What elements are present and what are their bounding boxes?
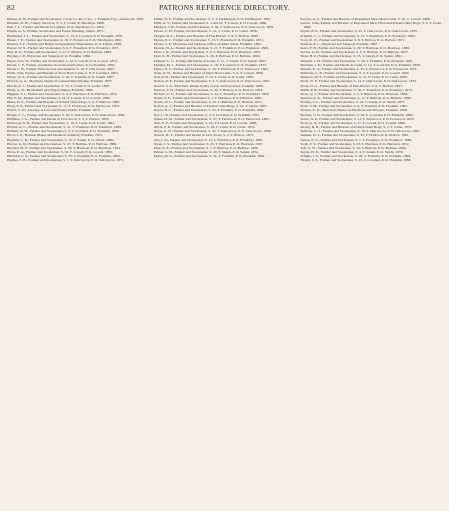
directory-entry: Hazen, C. F., Farmer and Dealer in Grain and Produce, P. O. Franklin. 1862. [7, 62, 116, 67]
directory-entry: Haines, O. H., Farmer and Stockraiser, 2 Lots Co. Rt. 2, Sec. 1, Franklin Twp., Glenwood. 1876. [7, 17, 145, 21]
directory-entry: Oliver, F. P., Farmer and Stockraiser, S. 19, T. Cedar, P. O. Cedar. 1870. [153, 125, 256, 130]
directory-entry: Parker, M. A., Farmer and Stockraiser, S. 31, T. Franklin, P. O. Franklin. 1862. [153, 154, 266, 159]
directory-entry: Sawyer, A. C., Farmer and Breeder of Registered Short Horn Cattle, S. 10, T. Lowell. 1868. [300, 17, 431, 21]
directory-entry: Hubbard, C. S., Farmer and Stockraiser, S. 35, T. Franklin, P. O. Franklin. 1860. [7, 154, 121, 159]
directory-entry: Howard, M. F., Farmer and Stockraiser, S. 20, T. Harrison, P. O. Harrison. 1874. [7, 145, 121, 150]
directory-entry: Norton, A. J., Farmer and Breeder of Poland China Hogs, S. 16, T. Salem. 1865. [153, 104, 268, 109]
directory-entry: Simmons, L. B., Farmer and Stockraiser, S. 5, T. Lowell, P. O. Lowell. 1860. [300, 71, 410, 76]
page-number: 82 [7, 3, 16, 12]
directory-entry: Olson, G. N., Farmer and Stockraiser, S. 34, T. Oak Grove, P. O. Oak Grove. 1866. [153, 129, 272, 134]
directory-entry: Hughes, T. B., Farmer and Stockraiser, S. 7, T. Oak Grove, P. O. Oak Grove. 1871. [7, 158, 125, 163]
directory-entry: Sexton, G. R., Farmer and Stockraiser, S. 3, T. Bellvue, P. O. Bellvue. 1873. [300, 50, 409, 55]
directory-entry: Neal, P. D., Farmer and Stockraiser, S. 24, T. Cedar, P. O. Cedar. 1870. [153, 75, 254, 80]
directory-entry: Sumner, D. T., Farmer and Stockraiser, S. 32, T. Hollow, P. O. Hollow. 1861. [300, 133, 410, 138]
directory-entry: Stevens, V. O., Farmer and Stockraiser, S. 33, T. Lowland, P. O. Franklin. 1862. [300, 112, 414, 117]
directory-entry: Hayden, J. P., Physician and Surgeon, P. O. Franklin. 1866. [7, 54, 91, 59]
directory-entry: Shepard, I. M., Farmer and Stockraiser, S. 26, T. Franklin, P. O. Franklin. 1865. [300, 58, 414, 63]
directory-entry: Strong, B. R., Farmer and Breeder of Poland China Hogs, S. 2, T. Cedar. 1873. [300, 125, 413, 130]
directory-entry: Moss, J. R., Farmer and Stockraiser, S. 3, T. Harrison, P. O. Harrison. 1872. [153, 50, 261, 55]
directory-column-3 [300, 17, 442, 509]
directory-entry: Swift, F. V., Farmer and Stockraiser, S. 23, T. Harrison, P. O. Harrison. 1872. [300, 141, 410, 146]
directory-entry: Scott, D. W., Farmer and Stockraiser, S. 8, T. Hollow, P. O. Hollow. 1871. [300, 37, 406, 42]
directory-entry: Osborn, H. T., Farmer and Dealer in Live Stock, S. 2, T. Hollow. 1873. [153, 133, 255, 138]
directory-entry: Horton, G. D., Farmer and Stockraiser, S. 27, T. Bellvue, P. O. Bellvue. 1869. [7, 141, 118, 146]
directory-entry: Hoag, E. P., Farmer and Stockraiser, S. 17, T. Fernwood, P. O. Fernwood. 1873. [7, 104, 121, 109]
directory-entry: Sears, F. H., Farmer and Stockraiser, S. 29, T. Harrison, P. O. Harrison. 1869. [300, 46, 410, 51]
directory-entry: Hamm, A. S., Farmer, Stockraiser and Estate Planning, Salina. 1871. [7, 29, 105, 34]
directory-entry: Taft, G. W., Farmer and Stockraiser, S. 16, T. Bellvue, P. O. Bellvue. 1864. [300, 145, 407, 150]
directory-entry: Harper, W. S., Farmer and Stockraiser, S. 9, T. Frankfort, P. O. Frankfort. 1871. [7, 46, 120, 51]
directory-entry: Hoffman, J. G., Farmer and Dealer in Live Stock, S. 5, T. Hollow. 1870. [7, 116, 110, 121]
directory-entry: Oakes, D. M., Farmer and Stockraiser, S. 27, T. Fernwood, P. O. Fernwood. 1863. [153, 116, 270, 121]
directory-entry: Holden, A. C., Farmer and Stockraiser, S. 31, T. Frankfort, P. O. Frankfort. 1868. [7, 125, 122, 130]
directory-entry: Moore, C. H., Farmer and Stockraiser, S. 12, T. Cedar, P. O. Cedar. 1858. [153, 29, 258, 34]
directory-entry: Nye, C. R., Farmer and Stockraiser, S. 6, T. Lowland, P. O. Franklin. 1872. [153, 112, 260, 117]
directory-entry: Mitchell, J. W., Farmer and Stockraiser, S. 30, T. Oak Grove, P. O. Oak Grove. 1870. [153, 25, 275, 30]
directory-entry: Sloan, O. G., Farmer and Breeder of Fine Horses, S. 9, T. Hollow. 1867. [300, 83, 403, 88]
directory-entry: Haldane, R. W., County Surveyor, S. 3, T. Cedar, B. Brooklyn. 1868. [7, 21, 105, 26]
directory-column-1 [7, 17, 149, 509]
directory-entry: Hines, D. S., Farmer and Breeder of Poland China Hogs, S. 6, T. Bellvue. 1867. [7, 100, 121, 105]
directory-entry: Palmer, L. H., Farmer and Stockraiser, S. 20, T. Salem, P. O. Salem. 1874. [153, 150, 259, 154]
directory-entry: Hanks, J. E., Farmer and Stockraiser, S. 19, T. Fernwood, P. O. Winchester. 1861. [7, 37, 123, 42]
directory-entry: Mills, A. S., Farmer and Stockraiser, S. 4 and 10, T. Lowell, P. O. Lowell. 1866. [153, 21, 268, 26]
directory-entry: Miller, W. F., Farmer and Stockraiser, S. 2, T. Farmington, P. O. Farmington. 1867. [153, 17, 272, 21]
directory-entry: Schmidt, C. J., Farmer and Stockraiser, S. 15, T. Frankfort, P. O. Frankfort. 1864. [300, 33, 416, 38]
directory-entry: Noyes, B. C., Farmer and Stockraiser, S. 23, T. Franklin, P. O. Franklin. 1869. [153, 108, 265, 113]
directory-entry: Stark, T. M., Farmer and Stockraiser, S. 6, T. Franklin, P. O. Franklin. 1865. [300, 104, 408, 109]
directory-entry: Hodge, C. L., Farmer and Stockraiser, S. 28, T. Oak Grove, P. O. Oak Grove. 1864. [7, 112, 126, 117]
directory-entry: Snow, Q. J., Farmer and Stockraiser, S. 1, T. Harrison, P. O. Harrison. 1863. [300, 91, 409, 96]
directory-entry: Noble, V. E., Farmer and Stockraiser, S. 1, T. Harrison, P. O. Harrison. 1867. [153, 95, 263, 100]
directory-entry: Morgan, D. L., Farmer and Breeder of Fine Horses, S. 8, T. Hollow. 1868. [153, 33, 259, 38]
directory-entry: Seaman, E. L., Physician and Surgeon, Franklin. 1867. [300, 41, 379, 46]
directory-entry: Hall, J. L., Farmer and Dealer in Lumber, Prop. Harrison's Co. 1852. [7, 25, 105, 30]
directory-entry: Murphy, M. J., Farmer and Stockraiser, S. 18, T. Lowland, P. O. Franklin. 1873. [153, 62, 267, 67]
directory-entry: Stearns, U. N., Merchant, Dealer in Hardware and Tinware, Franklin. 1868. [300, 108, 408, 113]
directory-entry: Munson, L. C., Farmer and Dealer in Grain, S. 11, T. Salem, P. O. Salem. 1867. [153, 58, 267, 63]
directory-entry: Henry, W. A., Farmer and Stockraiser, S. 26, T. Franklin, P. O. Salem. 1867. [7, 75, 115, 80]
directory-entry: Sayles, B. F., Farmer and Stockraiser, S. 22, T. Oak Grove, P. O. Oak Grove. 1870. [300, 29, 418, 34]
directory-entry: Slater, N. F., Farmer and Stockraiser, S. 14, T. Oak Grove, P. O. Oak Grove. 1870. [300, 79, 417, 84]
directory-entry: Hart, R. E., Farmer and Stockraiser, S. 11, T. Hollow, P. O. Bellvue. 1865. [7, 50, 112, 55]
directory-entry: Myers, N. S., Farmer and Stockraiser, S. 33, T. Fernwood, P. O. Fernwood. 1862. [153, 66, 269, 71]
directory-entry: Stout, A. Q., Farmer and Stockraiser, S. 27, T. Lowell, P. O. Lowell. 1866. [300, 120, 406, 125]
directory-entry: Hobbs, S. W., Attorney at Law and Notary Public, Franklin. 1875. [7, 108, 101, 113]
directory-entry: Nichols, U. G., Farmer and Stockraiser, S. 14, T. Frankfort, P. O. Frankfort. 1859. [153, 91, 270, 96]
directory-entry: Smith, P. H., Farmer and Stockraiser, S. 30, T. Frankfort, P. O. Frankfort. 1874. [300, 87, 413, 92]
directory-entry: Thayer, J. Z., Farmer and Stockraiser, S. 13, T. Lowland, P. O. Franklin. 1868. [300, 158, 412, 163]
directory-entry: Hayes, Geo. W., Farmer and Stockraiser, S. 12, T. Lowell, P. O. Lowell. 1872. [7, 58, 118, 63]
directory-entry: Stanley, S. L., Farmer and Stockraiser, S. 24, T. Salem, P. O. Salem. 1871. [300, 100, 406, 105]
directory-entry: Owen, J. S., Farmer and Stockraiser, S. 25, T. Harrison, P. O. Harrison. 1867. [153, 141, 264, 146]
directory-entry: Sutton, E. U., Farmer and Stockraiser, S. 7, T. Frankfort, P. O. Frankfort. 1869. [300, 137, 413, 142]
directory-entry: Hicks, A. W., Blacksmith and Wagon Maker, Franklin. 1869. [7, 87, 94, 92]
directory-entry: Hewitt, R. J., Farmer and Stockraiser, S. 33, T. Cedar, P. O. Cedar. 1858. [7, 83, 110, 88]
directory-entry: Morton, H. A., Farmer and Stockraiser, S. 21, T. Frankfort, P. O. Frankfort. 1869. [153, 46, 269, 51]
directory-entry: Olds, E. F., Farmer and Stockraiser, S. 10, T. Lowell, P. O. Lowell. 1868. [153, 120, 258, 125]
directory-entry: Hood, J. E., Harness Maker and Dealer in Saddlery, Franklin. 1872. [7, 133, 104, 138]
directory-entry: Newell, S. A., Merchant, Dealer in Dry Goods and Groceries, Franklin. 1868. [153, 83, 264, 88]
directory-columns [7, 17, 442, 509]
directory-entry: Norris, W. L., Farmer and Stockraiser, S. 32, T. Bellvue, P. O. Bellvue. 1871. [153, 100, 263, 105]
directory-entry: Spencer, R. K., Farmer and Stockraiser, S. 17, T. Bellvue, P. O. Bellvue. 1869. [300, 95, 412, 100]
directory-entry: Taylor, H. X., Farmer and Stockraiser, S. 4, T. Salem, P. O. Salem. 1870. [300, 150, 404, 154]
directory-entry: Higgins, T. J., Farmer and Stockraiser, S. 4, T. Harrison, P. O. Harrison. 1874. [7, 91, 118, 96]
directory-entry: Helm, John, Farmer and Breeder of Short Horn Cattle, S. 8, T. Lowland. 1863. [7, 71, 119, 76]
directory-entry: Simpson, M. E., Farmer and Stockraiser, S. 21, T. Cedar, P. O. Cedar. 1866. [300, 75, 408, 80]
directory-entry: Newton, T. H., Farmer and Stockraiser, S. 29, T. Hollow, P. O. Hollow. 1874. [153, 87, 263, 92]
directory-entry: Hammond, J. L., Farmer and Stockraiser, S. 14, T. Lowland, P. O. Franklin. 1870. [7, 33, 123, 38]
directory-entry: Shaw, H. P., Farmer and Stockraiser, S. 18, T. Salem, P. O. Salem. 1861. [300, 54, 403, 59]
directory-entry: Page, K. E., Farmer and Stockraiser, S. 7, T. Bellvue, P. O. Bellvue. 1869. [153, 145, 259, 150]
directory-entry: Nelson, R. F., Farmer and Stockraiser, S. 5, T. Oak Grove, P. O. Oak Grove. 1861. [153, 79, 271, 84]
directory-entry: Howe, E. A., Farmer and Stockraiser, S. 10, T. Lowell, P. O. Lowell. 1863. [7, 150, 113, 154]
directory-entry: Mott, K. B., Farmer and Stockraiser, S. 26, T. Bellvue, P. O. Bellvue. 1864. [153, 54, 261, 59]
directory-entry: Hopkins, L. R., Farmer and Stockraiser, S. 13, T. Salem, P. O. Salem. 1866. [7, 137, 115, 142]
directory-entry: Sullivan, C. S., Farmer and Stockraiser, S. 19, T. Oak Grove, P. O. Oak Grove. 1867. [300, 129, 421, 134]
directory-entry: Temple, I. Y., Farmer and Stockraiser, S. 28, T. Franklin, P. O. Franklin. 1866. [300, 154, 411, 159]
directory-entry: Hill, F. M., Farmer and Stockraiser, S. 22, T. Lowell, P. O. Lowell. 1866. [7, 95, 111, 100]
directory-entry: Morse, G. P., Physician and Surgeon, Office on Main Street, Franklin. 1865. [153, 41, 262, 46]
directory-entry: Otis, I. W., Farmer and Stockraiser, S. 13, T. Frankfort, P. O. Frankfort. 1861. [153, 137, 264, 142]
directory-entry: Nash, O. W., Farmer and Breeder of Short Horn Cattle, S. 9, T. Lowell. 1866. [153, 71, 264, 76]
page-title: PATRONS REFERENCE DIRECTORY. [159, 3, 290, 12]
directory-entry: Herrick, G. A., Merchant, Dealer in General Merchandise, Franklin. 1870. [7, 79, 113, 84]
directory-entry: Stone, W. P., Farmer and Stockraiser, S. 11, T. Fernwood, P. O. Fernwood. 1870. [300, 116, 415, 121]
directory-entry: Morris, E. J., Farmer and Stockraiser, S. 15, T. Franklin, P. O. Franklin. 1871. [153, 37, 264, 42]
directory-entry: Holbrook, N. B., Farmer and Stockraiser, S. 19, T. Cedar, P. O. Cedar. 1861. [7, 120, 115, 125]
directory-entry: Heath, L. B., Farmer, Fruit Grower and Apiarist, S. 16, T. Oak Grove. 1865. [7, 66, 115, 71]
directory-entry: Shields, K. A., Farmer and Stockraiser, S. 35, T. Fernwood, P. O. Fernwood. 1872. [300, 66, 418, 71]
directory-entry: Sherman, J. D., Farmer and Dealer in Grain, S. 12, T. Lowland, P. O. Franklin. 1868. [300, 62, 421, 67]
directory-entry: Holmes, W. H., Farmer and Stockraiser, S. 2, T. Lowland, P. O. Franklin. 1859. [7, 129, 120, 134]
directory-entry: Hansen, S. F., Farmer and Dealer in Agricultural Implements, P. O. Fulton. 1868. [7, 41, 122, 46]
directory-column-2 [154, 17, 296, 509]
directory-entry: Saxton, John, Farmer and Breeder of Registered Short Horn and Poland China Hogs, S. 4, T. Cedar. 1866. [300, 21, 443, 30]
page-header [7, 3, 442, 15]
